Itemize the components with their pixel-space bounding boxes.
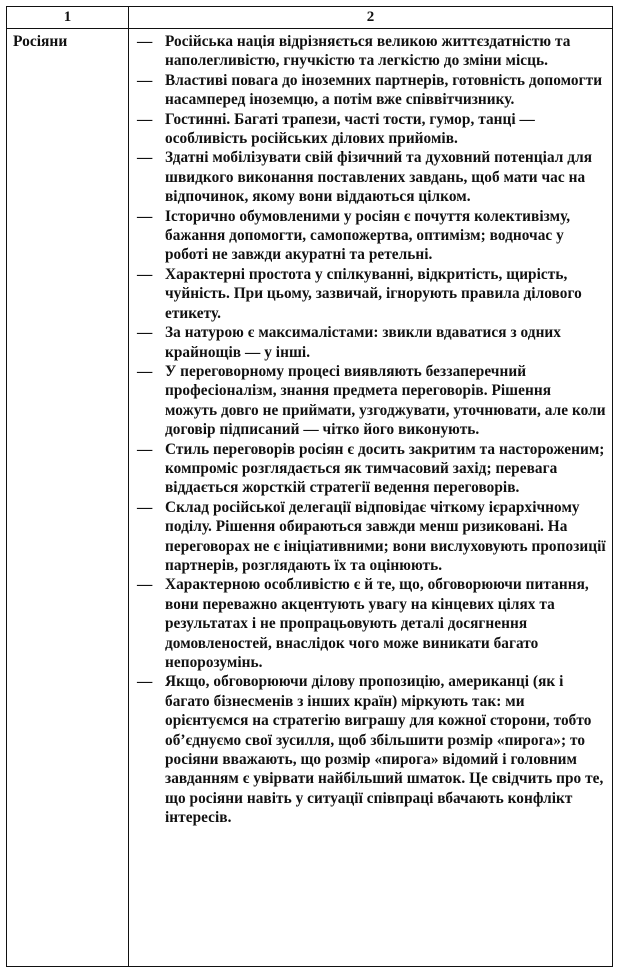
- list-item-text: Склад російської делегації відповідає чіткому ієрархічному поділу. Рішення обираються завжди менш ризиковані. На переговорах не є ініціативними; вони вислуховують пропозиції партнерів, розглядають їх та оцінюють.: [165, 498, 606, 574]
- list-item: [137, 323, 606, 362]
- list-item: [137, 362, 606, 440]
- list-item-text: Здатні мобілізувати свій фізичний та духовний потенціал для швидкого виконання поставлених завдань, щоб мати час на відпочинок, якому вони віддаються цілком.: [165, 149, 593, 206]
- dash-marker: —: [137, 71, 153, 89]
- dash-marker: —: [137, 440, 153, 458]
- list-item-text: Якщо, обговорюючи ділову пропозицію, американці (як і багато бізнесменів з інших країн) міркують так: ми орієнтуємся на стратегію виграшу для кожної сторони, тобто об’єднуємо свої зусилля, щоб збільшити розмір «пирога»; то росіяни вважають, що розмір «пирога» відомий і головним завданням є увірвати найбільший шматок. Це свідчить про те, що росіяни навіть у ситуації співпраці вбачають конфлікт інтересів.: [165, 673, 604, 827]
- characteristics-list: [137, 32, 606, 828]
- list-item-text: Російська нація відрізняється великою життєздатністю та наполегливістю, гнучкістю та легкістю до зміни місць.: [165, 33, 571, 70]
- dash-marker: —: [137, 324, 153, 342]
- dash-marker: —: [137, 149, 153, 167]
- list-item: [137, 71, 606, 110]
- list-item-text: За натурою є максималістами: звикли вдаватися з одних крайнощів — у інші.: [165, 324, 561, 361]
- row-label: Росіяни: [7, 29, 129, 967]
- list-item: [137, 207, 606, 265]
- list-item-text: Характерні простота у спілкуванні, відкритість, щирість, чуйність. При цьому, зазвичай, ігнорують правила ділового етикету.: [165, 265, 582, 322]
- dash-marker: —: [137, 362, 153, 380]
- list-item: [137, 148, 606, 206]
- column-header-2: 2: [129, 7, 613, 29]
- description-cell: [129, 29, 613, 967]
- list-item-text: У переговорному процесі виявляють беззаперечний професіоналізм, знання предмета переговорів. Рішення можуть довго не приймати, узгоджувати, уточнювати, але коли договір підписаний — чітко його виконують.: [165, 362, 606, 439]
- column-header-1: 1: [7, 7, 129, 29]
- dash-marker: —: [137, 110, 153, 128]
- list-item-text: Властиві повага до іноземних партнерів, готовність допомогти насамперед іноземцю, а потім вже співвітчизнику.: [165, 71, 603, 109]
- list-item-text: Історично обумовленими у росіян є почуття колективізму, бажання допомогти, самопожертва, оптимізм; водночас у роботі не завжди акуратні та ретельні.: [165, 207, 571, 264]
- list-item-text: Стиль переговорів росіян є досить закритим та настороженим; компроміс розглядається як тимчасовий захід; перевага віддається жорсткій стратегії ведення переговорів.: [165, 440, 605, 497]
- list-item-text: Характерною особливістю є й те, що, обговорюючи питання, вони переважно акцентують увагу на кінцевих цілях та результатах і не пропрацьовують деталі досягнення домовленостей, внаслідок чого може виникати багато непорозумінь.: [165, 576, 589, 671]
- list-item-text: Гостинні. Багаті трапези, часті тости, гумор, танці — особливість російських ділових прийомів.: [165, 110, 535, 148]
- list-item: [137, 110, 606, 149]
- dash-marker: —: [137, 673, 153, 691]
- list-item: [137, 440, 606, 498]
- dash-marker: —: [137, 576, 153, 594]
- list-item: [137, 32, 606, 71]
- dash-marker: —: [137, 33, 153, 50]
- header-row: [7, 7, 613, 29]
- list-item: [137, 672, 606, 827]
- dash-marker: —: [137, 207, 153, 225]
- list-item: [137, 265, 606, 323]
- dash-marker: —: [137, 498, 153, 516]
- table-row: [7, 29, 613, 967]
- list-item: [137, 575, 606, 672]
- dash-marker: —: [137, 265, 153, 283]
- comparison-table: [6, 6, 613, 967]
- list-item: [137, 498, 606, 576]
